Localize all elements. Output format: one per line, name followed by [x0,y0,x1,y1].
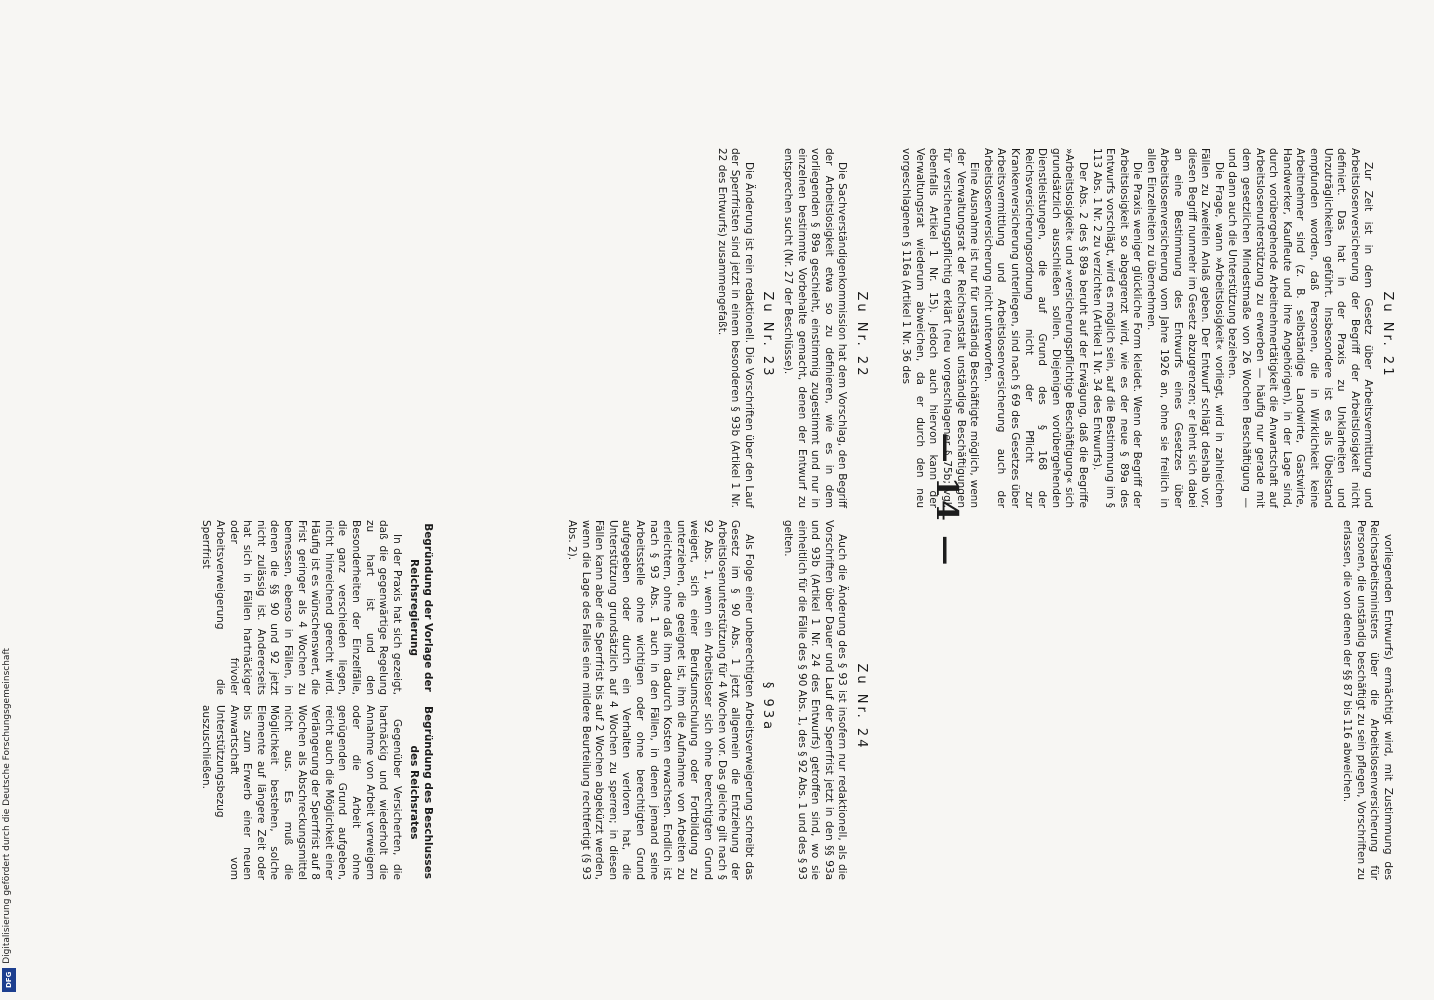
section-heading: Zu Nr. 24 [854,663,869,751]
section-heading: § 93a [760,681,776,733]
right-column-sections-2 [565,520,874,880]
right-column-upper [1340,520,1394,880]
section-heading: Zu Nr. 23 [760,291,776,379]
reasoning-block [199,520,434,695]
left-column [899,148,1394,508]
paragraph: Eine Ausnahme ist nur für unständig Beschäftigte möglich, wenn der Verwaltungsrat der Reichsanstalt unständige Beschäftigungen für versicherungspflichtig erklärt (neu vorgeschlagener § 75b; vgl. ebenfalls Artikel 1 Nr. 15). Jedoch auch hiervon kann der Verwaltungsrat wiederum abweichen, da er durch den neu vorgeschlagenen § 116a (Artikel 1 Nr. 36 des [900,148,981,508]
block-title: Begründung der Vorlage der Reichsregierung [408,523,434,692]
dfg-logo: DFG [2,968,16,992]
paragraph: Die Sachverständigenkommission hat dem Vorschlag, den Begriff der Arbeitslosigkeit etwa so zu definieren, wie es in dem vorliegenden § 89a geschieht, einstimmig zugestimmt und nur in einzelnen bestimmte Vorbehalte gemacht, denen der Entwurf zu entsprechen sucht (Nr. 27 der Beschlüsse). [782,148,849,508]
page-number: — 14 — [929,432,964,568]
paragraph: Auch die Änderung des § 93 ist insofern nur redaktionell, als die Vorschriften über Dauer und Lauf der Sperrfrist jetzt in den §§ 93a und 93b (Artikel 1 Nr. 24 des Entwurfs) getroffen sind, wo sie einheitlich für die Fälle des § 90 Abs. 1, des § 92 Abs. 1 und des § 93 gelten. [782,520,849,880]
paragraph: vorliegenden Entwurfs) ermächtigt wird, mit Zustimmung des Reichsarbeitsministers über die Arbeitslosenversicherung für Personen, die unständig beschäftigt zu sein pflegen, Vorschriften zu erlassen, die von denen der §§ 87 bis 116 abweichen. [1341,520,1394,880]
paragraph: Die Änderung ist rein redaktionell. Die Vorschriften über den Lauf der Sperrfristen sind jetzt in einem besonderen § 93b (Artikel 1 Nr. 22 des Entwurfs) zusammengefaßt. [715,148,755,508]
paragraph: Zur Zeit ist in dem Gesetz über Arbeitsvermittlung und Arbeitslosenversicherung der Begriff der Arbeitslosigkeit nicht definiert. Das hat in der Praxis zu Unklarheiten und Unzuträglichkeiten geführt. Insbesondere ist es als Übelstand empfunden worden, daß Personen, die in Wirklichkeit keine Arbeitnehmer sind (z. B. selbständige Landwirte, Gastwirte, Handwerker, Kaufleute und ihre Angehörigen), in der Lage sind, durch vorübergehende Arbeitnehmertätigkeit die Anwartschaft auf Arbeitslosenunterstützung zu erwerben — häufig nur gerade mit dem gesetzlichen Mindestmaße von 26 Wochen Beschäftigung — und dann auch die Unterstützung beziehen. [1226,148,1375,508]
section-heading: Zu Nr. 21 [1380,291,1395,379]
paragraph: Die Praxis weniger glückliche Form kleidet. Wenn der Begriff der Arbeitslosigkeit so abgegrenzt wird, wie es der neue § 89a des Entwurfs vorschlägt, wird es möglich sein, auf die Bestimmung im § 113 Abs. 1 Nr. 2 zu verzichten (Artikel 1 Nr. 34 des Entwurfs). [1090,148,1144,508]
paragraph: Die Frage, wann »Arbeitslosigkeit« vorliegt, wird in zahlreichen Fällen zu Zweifeln Anlaß geben. Der Entwurf schlägt deshalb vor, diesen Begriff nunmehr im Gesetz abzugrenzen; er lehnt sich dabei an eine Bestimmung des Entwurfs eines Gesetzes über Arbeitslosenversicherung vom Jahre 1926 an, ohne sie freilich in allen Einzelheiten zu übernehmen. [1144,148,1225,508]
section-heading: Zu Nr. 22 [854,291,869,379]
reasoning-block [199,705,434,880]
paragraph: Der Abs. 2 des § 89a beruht auf der Erwägung, daß die Begriffe »Arbeitslosigkeit« und »versicherungspflichtige Beschäftigung« sich grundsätzlich ausschließen sollen. Diejenigen vorübergehenden Dienstleistungen, die auf Grund des § 168 der Reichsversicherungsordnung nicht der Pflicht zur Krankenversicherung unterliegen, sind nach § 69 des Gesetzes über Arbeitsvermittlung und Arbeitslosenversicherung auch der Arbeitslosenversicherung nicht unterworfen. [981,148,1089,508]
block-title: Begründung des Beschlusses des Reichsrates [408,706,434,879]
digitization-caption-text: Digitalisierung gefördert durch die Deutsche Forschungsgemeinschaft [2,648,12,964]
right-column-sections [714,148,874,508]
block-text: Gegenüber Versicherten, die hartnäckig und wiederholt die Annahme von Arbeit verweigern oder die Arbeit ohne genügenden Grund aufgeben, reicht auch die Möglichkeit einer Verlängerung der Sperrfrist auf 8 Wochen als Abschreckungsmittel nicht aus. Es muß die Möglichkeit bestehen, solche Elemente auf längere Zeit oder bis zum Erwerb einer neuen Anwartschaft vom Unterstützungsbezug auszuschließen. [200,705,403,880]
block-text: In der Praxis hat sich gezeigt, daß die gegenwärtige Regelung zu hart ist und den Besonderheiten der Einzelfälle, die ganz verschieden liegen, nicht hinreichend gerecht wird. Häufig ist es wünschenswert, die Frist geringer als 4 Wochen zu bemessen, ebenso in Fällen, in denen die §§ 90 und 92 jetzt nicht zulässig ist. Andererseits hat sich in Fällen hartnäckiger oder frivoler Arbeitsverweigerung die Sperrfrist [200,520,403,695]
paragraph: Als Folge einer unberechtigten Arbeitsverweigerung schreibt das Gesetz im § 90 Abs. 1 jetzt allgemein die Entziehung der Arbeitslosenunterstützung für 4 Wochen vor. Das gleiche gilt nach § 92 Abs. 1, wenn ein Arbeitsloser sich ohne berechtigten Grund weigert, sich einer Berufsumschulung oder Fortbildung zu unterziehen, die geeignet ist, ihm die Aufnahme von Arbeiten zu erleichtern, ohne daß ihm dadurch Kosten erwachsen. Endlich ist nach § 93 Abs. 1 auch in den Fällen, in denen jemand seine Arbeitsstelle ohne wichtigen oder ohne berechtigten Grund aufgegeben oder durch ein Verhalten verloren hat, die Unterstützung grundsätzlich auf 4 Wochen zu sperren; in diesen Fällen kann aber die Sperrfrist bis auf 2 Wochen abgekürzt werden, wenn die Lage des Falles eine mildere Beurteilung rechtfertigt (§ 93 Abs. 2). [566,520,755,880]
